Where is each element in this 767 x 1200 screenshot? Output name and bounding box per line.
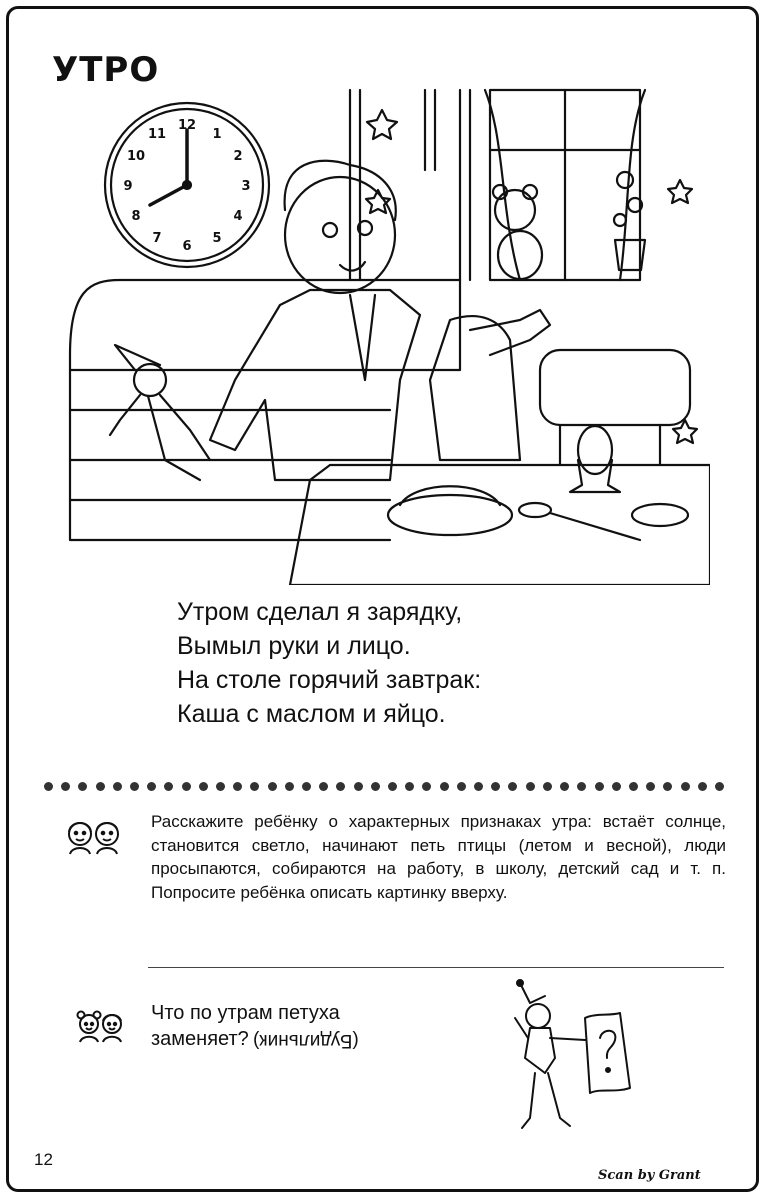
- dotted-divider: [44, 778, 724, 794]
- morning-illustration: [60, 80, 710, 585]
- page-number: 12: [34, 1150, 53, 1169]
- clock-number-6: 6: [182, 239, 192, 254]
- clock-number-1: 1: [212, 127, 222, 142]
- clock-number-12: 12: [177, 118, 197, 133]
- clock-number-11: 11: [147, 127, 167, 142]
- riddle-line-2: [151, 1026, 358, 1053]
- riddle-line-1: Что по утрам петуха: [151, 1002, 340, 1024]
- clock-number-9: 9: [123, 179, 133, 194]
- parent-instructions: Расскажите ребёнку о характерных признаках утра: встаёт солнце, становится светло, начинают петь птицы (летом и весной), люди просыпаются, собираются на работу, в школу, детский сад и т. п. Попросите ребёнка описать картинку вверху.: [151, 812, 726, 902]
- clock-number-5: 5: [212, 231, 222, 246]
- poem-line: Каша с маслом и яйцо.: [177, 700, 446, 728]
- riddle-answer-upside-down: (Будильник): [252, 1030, 359, 1051]
- riddle: [151, 1000, 358, 1053]
- clock-number-3: 3: [241, 179, 251, 194]
- jester-with-question-sign-icon: [500, 978, 650, 1158]
- clock-number-4: 4: [233, 209, 243, 224]
- riddle-question: заменяет?: [151, 1028, 249, 1050]
- scan-credit: Scan by Grant: [598, 1168, 701, 1183]
- children-icon: [76, 1008, 126, 1044]
- page-title: УТРО: [52, 50, 160, 90]
- poem-line: Утром сделал я зарядку,: [177, 598, 463, 626]
- poem: [177, 595, 481, 731]
- poem-line: На столе горячий завтрак:: [177, 666, 482, 694]
- section-divider: [148, 967, 724, 968]
- poem-line: Вымыл руки и лицо.: [177, 632, 411, 660]
- clock-number-7: 7: [152, 231, 162, 246]
- clock-number-8: 8: [131, 209, 141, 224]
- clock-number-2: 2: [233, 149, 243, 164]
- parents-icon: [64, 816, 124, 856]
- clock-number-10: 10: [126, 149, 146, 164]
